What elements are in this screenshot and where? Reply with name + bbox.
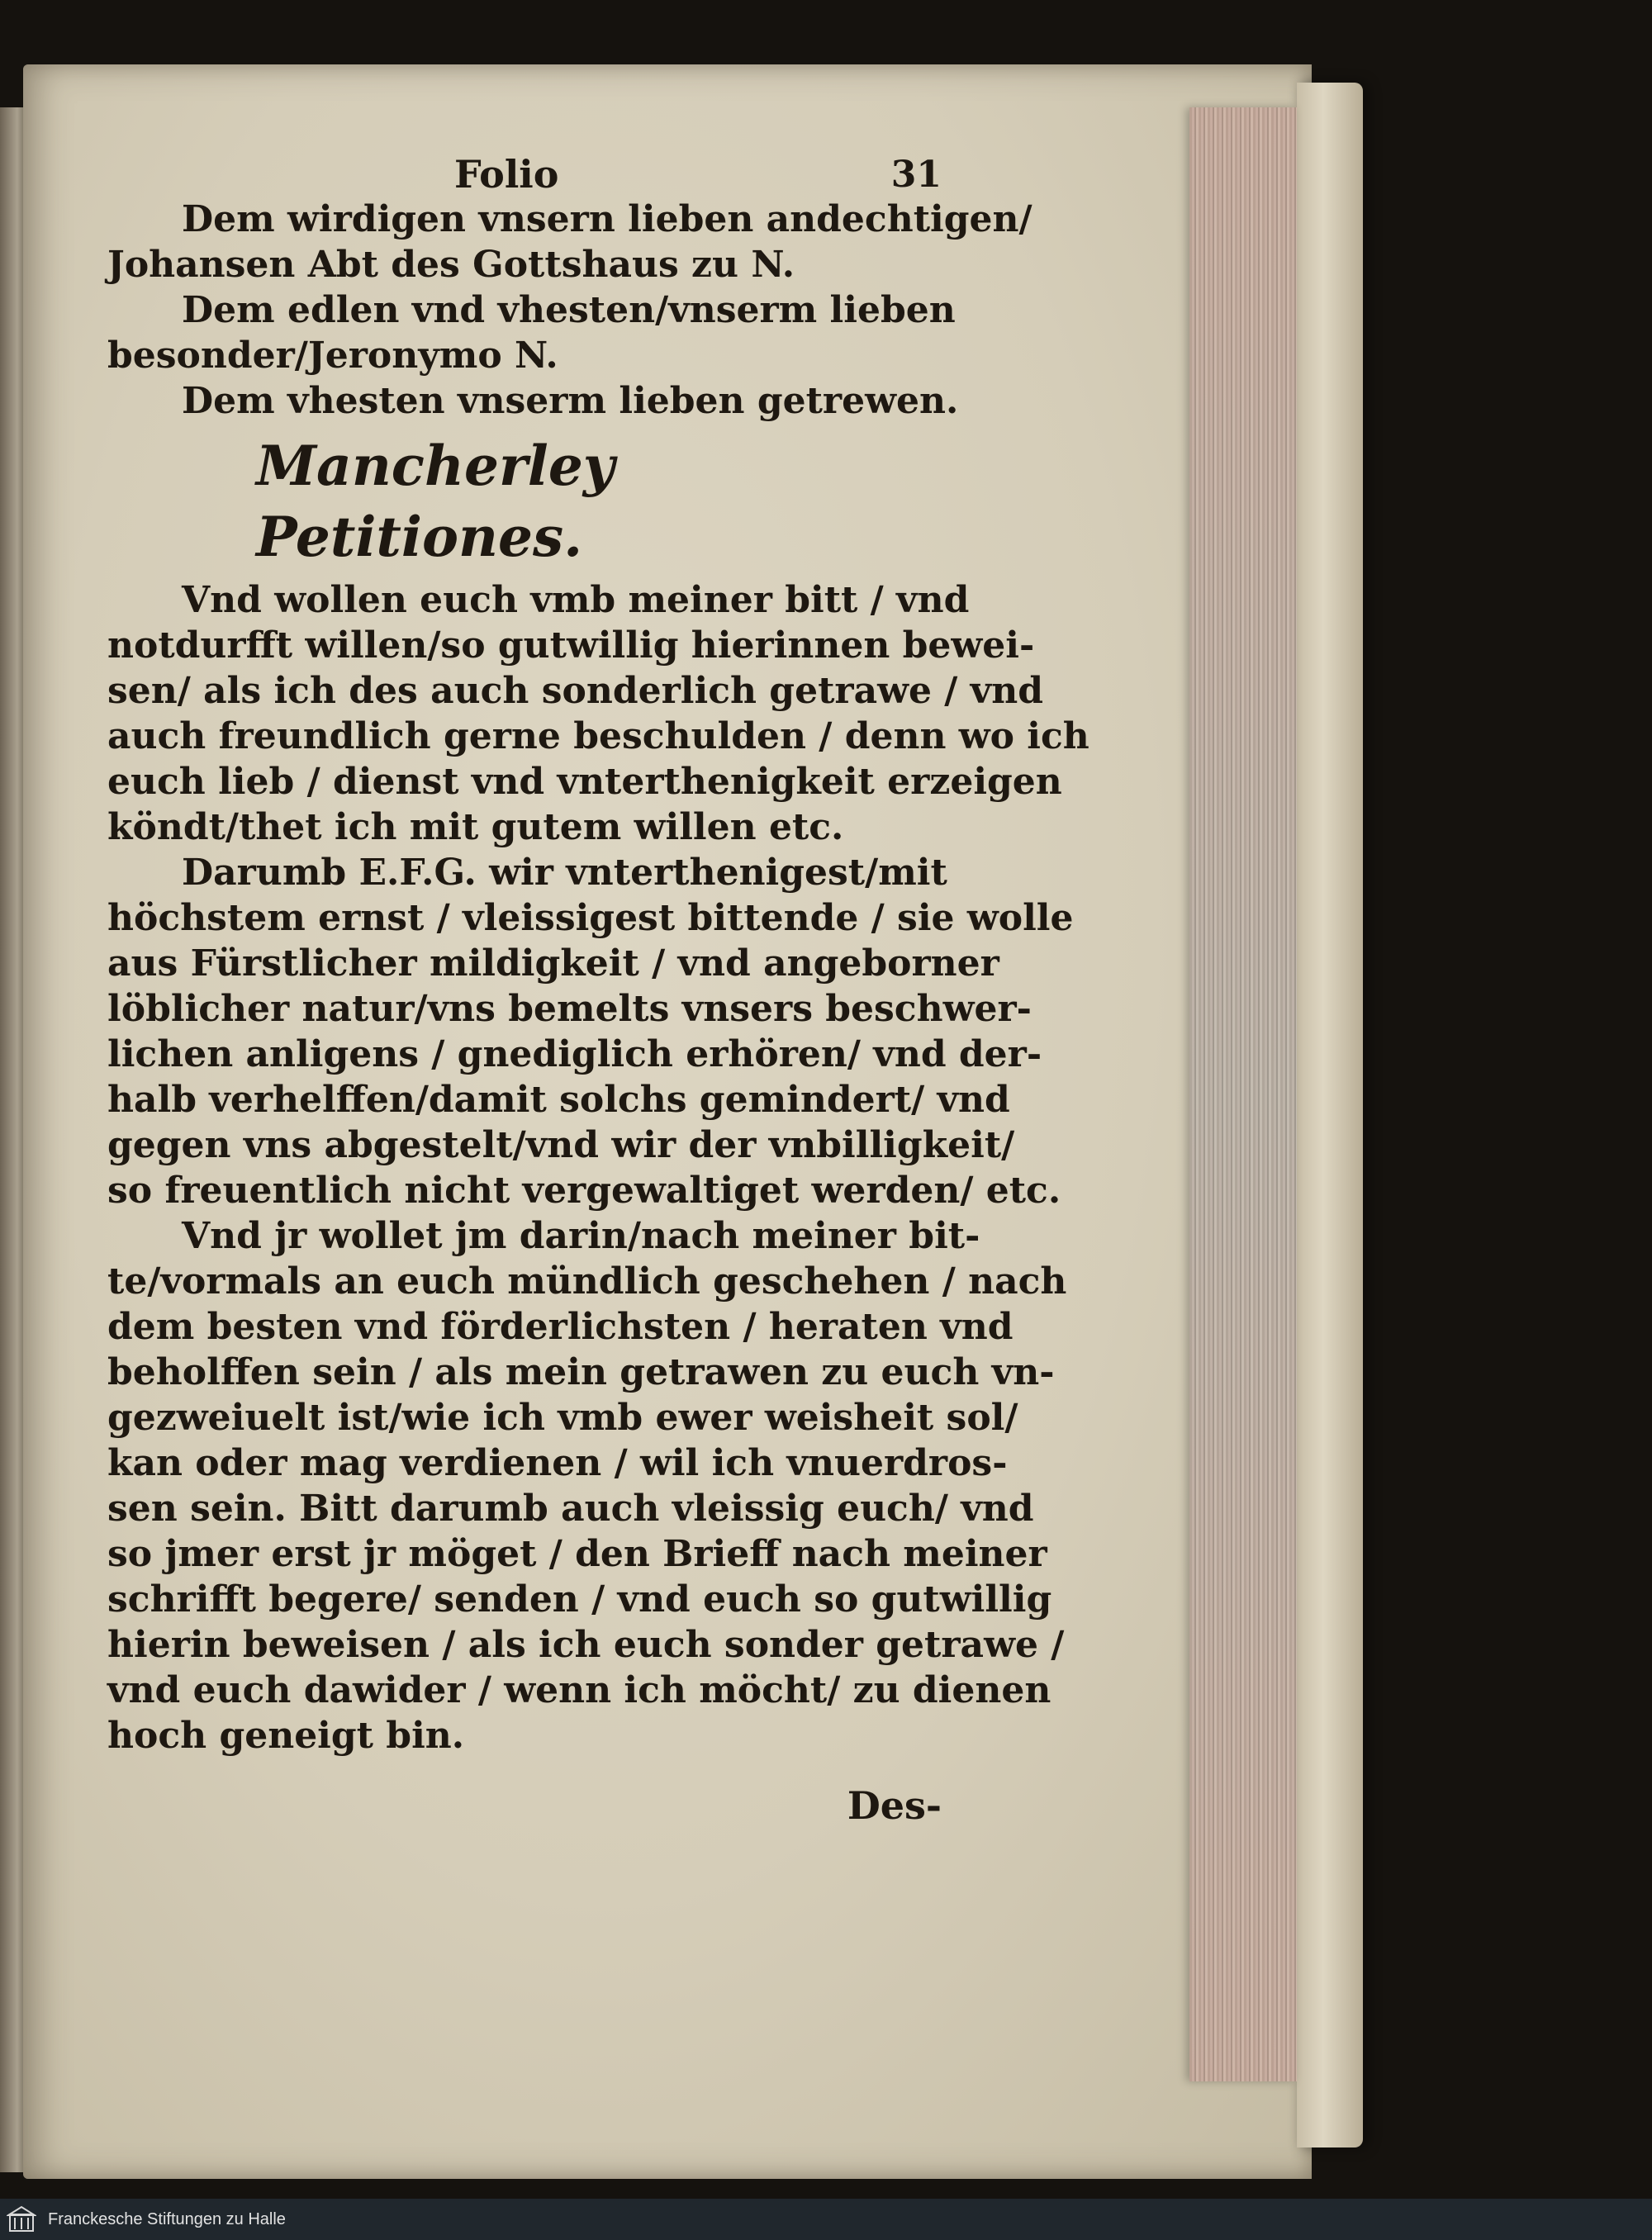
text-line: höchstem ernst / vleissigest bittende / sie wolle [107,897,1074,939]
text-line: hoch geneigt bin. [107,1715,465,1757]
text-line: dem besten vnd förderlichsten / heraten vnd [107,1306,1014,1348]
paragraph [107,1213,1067,1758]
text-line: löblicher natur/vns bemelts vnsers beschwer- [107,988,1032,1030]
text-line: sen/ als ich des auch sonderlich getrawe / vnd [107,670,1043,712]
address-line: Dem edlen vnd vhesten/vnserm lieben [182,289,956,331]
text-line: beholffen sein / als mein getrawen zu euch vn- [107,1351,1055,1393]
institution-name: Franckesche Stiftungen zu Halle [48,2209,286,2228]
text-line: so freuentlich nicht vergewaltiget werden/ etc. [107,1170,1061,1212]
address-line: Dem wirdigen vnsern lieben andechtigen/ [182,198,1032,240]
text-line: halb verhelffen/damit solchs gemindert/ vnd [107,1079,1010,1121]
text-line: hierin beweisen / als ich euch sonder getrawe / [107,1624,1065,1666]
text-line: gegen vns abgestelt/vnd wir der vnbilligkeit/ [107,1124,1015,1166]
running-header [107,152,942,197]
text-line: notdurfft willen/so gutwillig hierinnen bewei- [107,624,1035,667]
text-line: euch lieb / dienst vnd vnterthenigkeit erzeigen [107,761,1062,803]
text-line: vnd euch dawider / wenn ich möcht/ zu dienen [107,1669,1051,1711]
text-line: Vnd jr wollet jm darin/nach meiner bit- [182,1215,980,1257]
footer-bar [0,2199,1652,2240]
address-block [107,197,1032,424]
francke-foundation-logo-icon [5,2203,38,2236]
text-line: so jmer erst jr möget / den Brieff nach meiner [107,1533,1047,1575]
text-line: schrifft begere/ senden / vnd euch so gutwillig [107,1578,1052,1621]
paragraph [107,850,1074,1213]
running-title: Folio [454,152,559,197]
section-heading: Mancherley Petitiones. [256,434,615,569]
text-line: kan oder mag verdienen / wil ich vnuerdros- [107,1442,1008,1484]
text-line: köndt/thet ich mit gutem willen etc. [107,806,844,848]
address-line: Dem vhesten vnserm lieben getrewen. [182,380,959,422]
catchword: Des- [847,1783,942,1828]
folio-number: 31 [890,154,942,196]
text-line: Darumb E.F.G. wir vnterthenigest/mit [182,852,947,894]
address-line: Johansen Abt des Gottshaus zu N. [107,244,795,286]
text-line: te/vormals an euch mündlich geschehen / nach [107,1260,1067,1303]
paragraph [107,577,1089,850]
page-text [107,152,1089,1829]
cover-flap [1297,83,1363,2147]
page-fore-edge [1189,107,1297,2081]
address-line: besonder/Jeronymo N. [107,335,558,377]
text-line: Vnd wollen euch vmb meiner bitt / vnd [182,579,970,621]
text-line: sen sein. Bitt darumb auch vleissig euch/ vnd [107,1488,1034,1530]
text-line: auch freundlich gerne beschulden / denn wo ich [107,715,1089,757]
text-line: gezweiuelt ist/wie ich vmb ewer weisheit sol/ [107,1397,1018,1439]
text-line: lichen anligens / gnediglich erhören/ vnd der- [107,1033,1042,1075]
text-line: aus Fürstlicher mildigkeit / vnd angeborner [107,942,999,985]
